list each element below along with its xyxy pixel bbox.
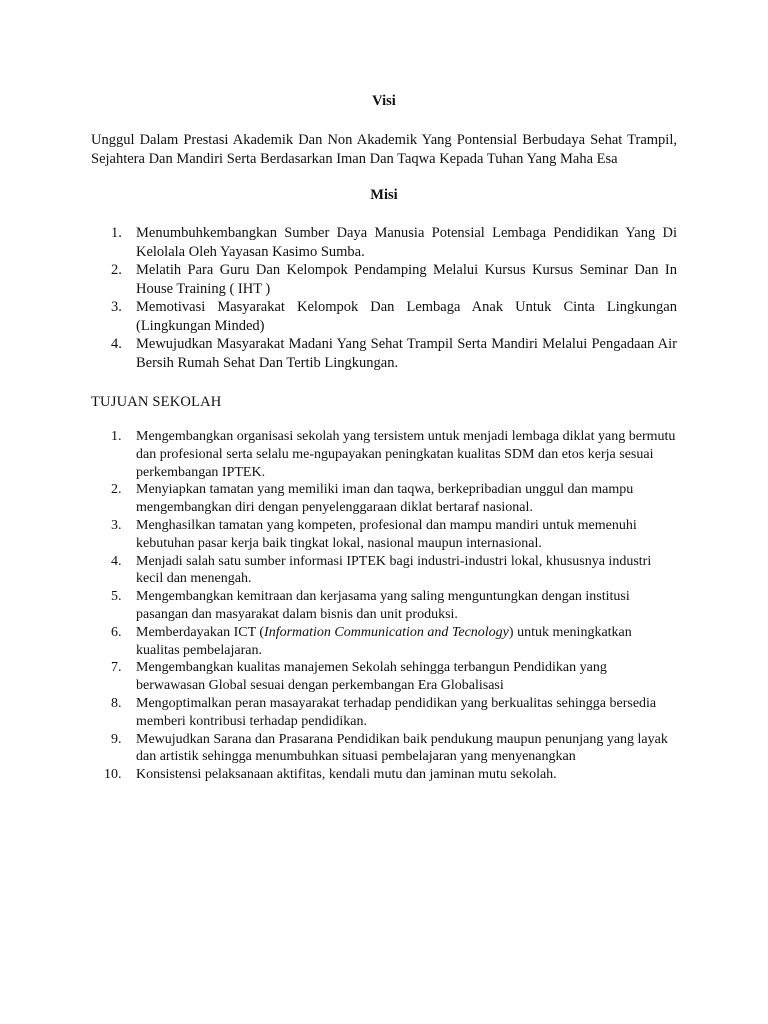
list-item-text: [136, 625, 632, 658]
list-number: 2.: [111, 262, 122, 278]
visi-heading: Visi: [372, 93, 396, 109]
list-number: 1.: [111, 429, 122, 444]
misi-item: [91, 224, 677, 261]
list-number: 10.: [104, 767, 122, 783]
list-item-text: Melatih Para Guru Dan Kelompok Pendamping Melalui Kursus Kursus Seminar Dan In House Training ( IHT ): [136, 262, 677, 297]
list-number: 3.: [111, 299, 122, 315]
tujuan-item: [91, 588, 677, 624]
list-item-text-before: Memberdayakan ICT (: [136, 624, 265, 640]
list-number: 4.: [111, 553, 122, 569]
list-item-text: Konsistensi pelaksanaan aktifitas, kendali mutu dan jaminan mutu sekolah.: [136, 767, 557, 783]
tujuan-item: [91, 481, 677, 517]
tujuan-heading: TUJUAN SEKOLAH: [91, 394, 222, 410]
list-number: 8.: [111, 695, 122, 711]
tujuan-item: [91, 517, 677, 553]
misi-heading: Misi: [370, 187, 398, 203]
tujuan-item: [91, 428, 677, 481]
tujuan-item: [91, 731, 677, 767]
tujuan-list: [91, 428, 677, 784]
tujuan-item: [91, 624, 677, 660]
list-item-text: Memotivasi Masyarakat Kelompok Dan Lembaga Anak Untuk Cinta Lingkungan (Lingkungan Minded): [136, 299, 677, 334]
list-item-text: Menumbuhkembangkan Sumber Daya Manusia Potensial Lembaga Pendidikan Yang Di Kelolala Oleh Yayasan Kasimo Sumba.: [136, 225, 677, 260]
tujuan-item: [91, 766, 677, 784]
list-item-text-after: ) untuk meningkatkan kualitas pembelajaran.: [136, 624, 632, 658]
misi-item: [91, 335, 677, 372]
misi-list: [91, 224, 677, 372]
list-item-text: Mengembangkan kualitas manajemen Sekolah sehingga terbangun Pendidikan yang berwawasan Global sesuai dengan perkembangan Era Globalisasi: [136, 660, 607, 694]
list-item-text: Mengoptimalkan peran masayarakat terhadap pendidikan yang berkualitas sehingga bersedia memberi kontribusi terhadap pendidikan.: [136, 695, 657, 729]
visi-text: Unggul Dalam Prestasi Akademik Dan Non Akademik Yang Pontensial Berbudaya Sehat Trampil, Sejahtera Dan Mandiri Serta Berdasarkan Iman Dan Taqwa Kepada Tuhan Yang Maha Esa: [91, 132, 677, 167]
list-item-text-italic: Information Communication and Tecnology: [264, 624, 509, 640]
list-number: 1.: [111, 225, 122, 241]
list-number: 3.: [111, 517, 122, 533]
tujuan-item: [91, 659, 677, 695]
list-item-text: Mengembangkan organisasi sekolah yang tersistem untuk menjadi lembaga diklat yang bermutu dan profesional serta selalu me-ngupayakan peningkatan kualitas SDM dan etos kerja sesuai perkembangan IPTEK.: [136, 429, 676, 480]
misi-item: [91, 298, 677, 335]
tujuan-item: [91, 695, 677, 731]
list-number: 2.: [111, 482, 122, 498]
list-item-text: Mewujudkan Masyarakat Madani Yang Sehat Trampil Serta Mandiri Melalui Pengadaan Air Bersih Rumah Sehat Dan Tertib Lingkungan.: [136, 336, 677, 371]
list-number: 9.: [111, 731, 122, 747]
list-number: 4.: [111, 336, 122, 352]
list-number: 5.: [111, 589, 122, 605]
list-number: 6.: [111, 624, 122, 640]
list-item-text: Mengembangkan kemitraan dan kerjasama yang saling menguntungkan dengan institusi pasangan dan masyarakat dalam bisnis dan unit produksi.: [136, 589, 630, 622]
list-item-text: Menyiapkan tamatan yang memiliki iman dan taqwa, berkepribadian unggul dan mampu mengembangkan diri dengan penyelenggaraan diklat bertaraf nasional.: [136, 482, 634, 516]
misi-item: [91, 261, 677, 298]
list-item-text: Menghasilkan tamatan yang kompeten, profesional dan mampu mandiri untuk memenuhi kebutuhan pasar kerja baik tingkat lokal, nasional maupun internasional.: [136, 517, 637, 551]
list-number: 7.: [111, 660, 122, 676]
list-item-text: Menjadi salah satu sumber informasi IPTEK bagi industri-industri lokal, khususnya industri kecil dan menengah.: [136, 553, 652, 587]
list-item-text: Mewujudkan Sarana dan Prasarana Pendidikan baik pendukung maupun penunjang yang layak dan artistik sehingga menumbuhkan situasi pembelajaran yang menyenangkan: [136, 731, 668, 765]
tujuan-item: [91, 553, 677, 589]
